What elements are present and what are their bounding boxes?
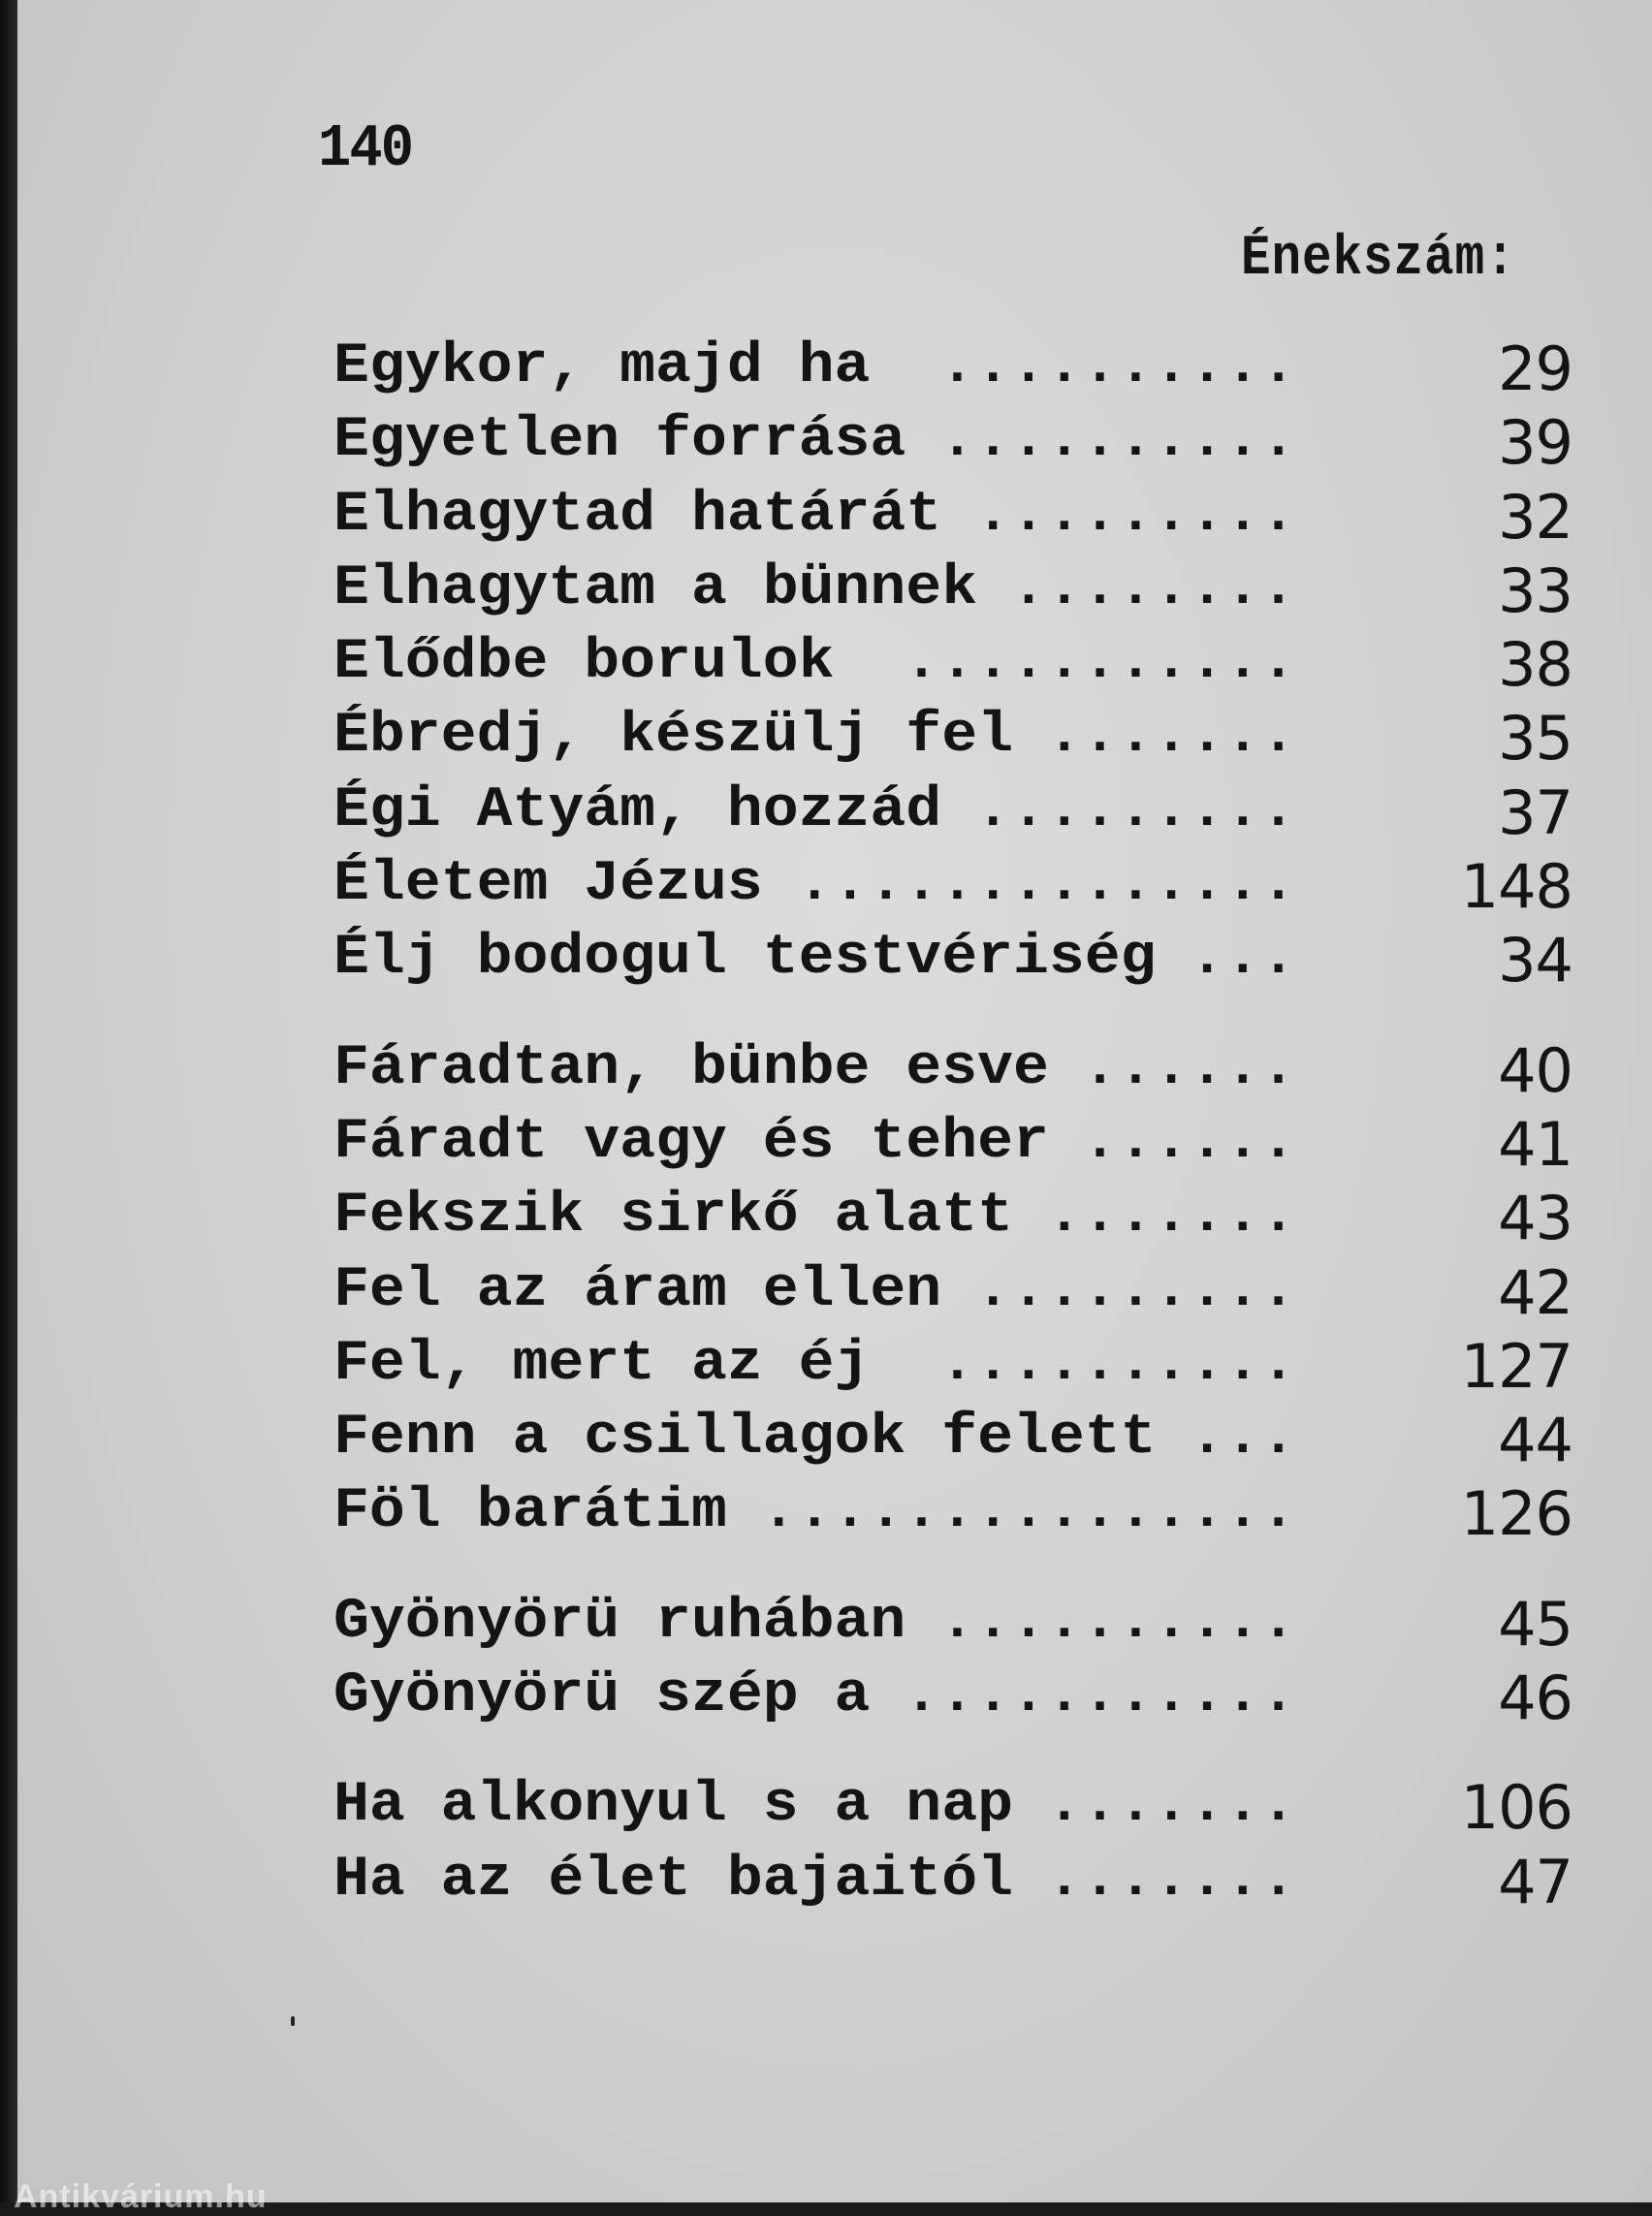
index-entry — [318, 699, 1578, 773]
entry-title: Élj bodogul testvériség — [334, 927, 1157, 991]
index-entry — [318, 1401, 1578, 1474]
dot-leader: ........... — [905, 1664, 1297, 1728]
index-entry — [318, 1585, 1578, 1659]
index-entry — [318, 1105, 1578, 1179]
entry-title: Elhagytam a bünnek — [334, 556, 978, 620]
index-entry — [318, 330, 1578, 403]
entry-title: Fáradtan, bünbe esve — [334, 1036, 1049, 1100]
index-entry — [318, 1031, 1578, 1105]
dot-leader: .......... — [939, 409, 1297, 473]
entry-title: Elődbe borulok — [334, 631, 835, 695]
index-group — [318, 1768, 1578, 1916]
index-entry — [318, 1843, 1578, 1916]
index-group — [318, 1031, 1578, 1549]
song-number: 46 — [1498, 1662, 1573, 1734]
entry-title: Egykor, majd ha — [334, 335, 871, 398]
song-number: 38 — [1498, 629, 1573, 701]
entry-title: Égi Atyám, hozzád — [334, 778, 942, 842]
entry-title: Életem Jézus — [334, 853, 763, 917]
entry-title: Gyönyörü szép a — [334, 1664, 871, 1728]
dot-leader: ......... — [975, 778, 1297, 842]
dot-leader: ........... — [905, 631, 1297, 695]
index-entry — [318, 1474, 1578, 1548]
entry-title: Föl barátim — [334, 1480, 727, 1544]
song-number: 41 — [1498, 1108, 1573, 1180]
entry-title: Elhagytad határát — [334, 483, 942, 547]
entry-title: Fenn a csillagok felett — [334, 1407, 1157, 1471]
index-entry — [318, 478, 1578, 552]
song-number: 44 — [1498, 1405, 1573, 1476]
song-number: 33 — [1498, 554, 1573, 626]
song-number: 47 — [1498, 1846, 1573, 1917]
dot-leader: ...... — [1083, 1036, 1297, 1100]
dot-leader: .......... — [939, 1332, 1297, 1396]
song-number: 42 — [1498, 1256, 1573, 1328]
song-number: 127 — [1460, 1330, 1573, 1402]
dot-leader: ... — [1190, 1407, 1297, 1471]
song-number: 45 — [1498, 1588, 1573, 1660]
index-group — [318, 330, 1578, 996]
index-entry — [318, 403, 1578, 477]
dot-leader: .......... — [939, 1590, 1297, 1654]
index-entry — [318, 552, 1578, 625]
ink-speck — [291, 2016, 295, 2026]
index-entry — [318, 1179, 1578, 1252]
dot-leader: ......... — [975, 1258, 1297, 1322]
watermark: Antikvárium.hu — [14, 2178, 268, 2215]
page-number: 140 — [318, 114, 413, 183]
column-heading: Énekszám: — [1241, 228, 1516, 291]
index-entry — [318, 921, 1578, 995]
index-entry — [318, 774, 1578, 847]
dot-leader: .......... — [939, 335, 1297, 398]
book-spine-edge — [0, 0, 17, 2202]
song-number: 32 — [1498, 481, 1573, 553]
song-number: 37 — [1498, 776, 1573, 848]
index-entry — [318, 847, 1578, 921]
dot-leader: .............. — [797, 853, 1297, 917]
song-number: 106 — [1460, 1772, 1573, 1844]
index-entry — [318, 1327, 1578, 1401]
dot-leader: ....... — [1047, 705, 1297, 769]
index-entry — [318, 1768, 1578, 1842]
dot-leader: ....... — [1047, 1774, 1297, 1838]
entry-title: Gyönyörü ruhában — [334, 1590, 906, 1654]
book-page — [14, 0, 1652, 2215]
entry-title: Ha az élet bajaitól — [334, 1848, 1013, 1912]
song-number: 39 — [1498, 407, 1573, 479]
index-entry — [318, 625, 1578, 699]
dot-leader: ........ — [1011, 556, 1297, 620]
entry-title: Fáradt vagy és teher — [334, 1110, 1049, 1174]
dot-leader: ....... — [1047, 1185, 1297, 1249]
index-group — [318, 1585, 1578, 1733]
entry-title: Fekszik sirkő alatt — [334, 1185, 1013, 1249]
song-number: 43 — [1498, 1183, 1573, 1254]
index-entry — [318, 1253, 1578, 1327]
dot-leader: ............... — [761, 1480, 1297, 1544]
entry-title: Fel, mert az éj — [334, 1332, 871, 1396]
song-number: 126 — [1460, 1478, 1573, 1550]
song-number: 148 — [1460, 851, 1573, 923]
entry-title: Egyetlen forrása — [334, 409, 906, 473]
song-number: 40 — [1498, 1034, 1573, 1106]
dot-leader: ...... — [1083, 1110, 1297, 1174]
entry-title: Ébredj, készülj fel — [334, 705, 1013, 769]
dot-leader: ......... — [975, 483, 1297, 547]
entry-title: Ha alkonyul s a nap — [334, 1774, 1013, 1838]
song-number: 35 — [1498, 703, 1573, 775]
song-number: 29 — [1498, 333, 1573, 404]
dot-leader: ....... — [1047, 1848, 1297, 1912]
song-index — [318, 330, 1578, 1916]
index-entry — [318, 1659, 1578, 1732]
dot-leader: ... — [1190, 927, 1297, 991]
entry-title: Fel az áram ellen — [334, 1258, 942, 1322]
song-number: 34 — [1498, 925, 1573, 997]
